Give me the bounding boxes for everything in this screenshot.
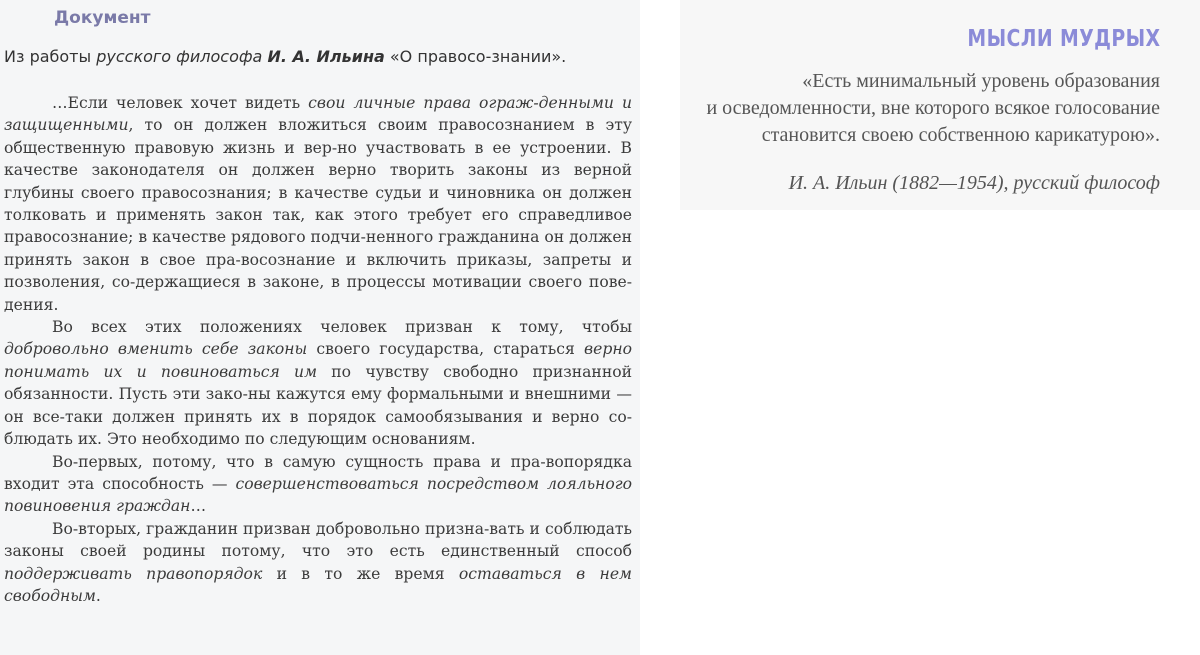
emphasis-run: поддерживать правопорядок <box>4 564 263 583</box>
text-run: … <box>190 497 207 516</box>
text-run: своего государства, стараться <box>307 340 585 359</box>
document-intro <box>4 45 634 68</box>
document-paragraph <box>4 316 632 450</box>
intro-title: «О правосо-знании». <box>384 47 567 66</box>
quote-line: и осведомленности, вне которого всякое голосование <box>706 97 1160 119</box>
document-paragraph <box>4 451 632 518</box>
wise-thoughts-panel <box>680 0 1200 210</box>
text-run: Во всех этих положениях человек призван к тому, чтобы <box>52 318 632 337</box>
intro-prefix: Из работы <box>4 47 97 66</box>
intro-author: И. А. Ильина <box>267 47 385 66</box>
emphasis-run: добровольно вменить себе законы <box>4 340 308 359</box>
wise-quote <box>640 68 1160 149</box>
document-paragraph <box>4 92 632 316</box>
quote-author: И. А. Ильин (1882—1954), русский философ <box>788 172 1160 194</box>
quote-line: «Есть минимальный уровень образования <box>802 70 1160 92</box>
emphasis-run: оставаться в нем свободным <box>4 564 632 605</box>
document-label: Документ <box>54 8 151 28</box>
document-paragraph <box>4 518 632 608</box>
text-run: . <box>95 586 101 605</box>
text-run: по чувству свободно признанной обязанности. Пусть эти зако-ны кажутся ему формальными и внешними — он все-таки должен принять их в порядок самообязывания и верно со-блюдать их. Это необходимо по следующим основаниям. <box>4 362 632 449</box>
emphasis-run: совершенствоваться посредством лояльного повиновения граждан <box>4 474 632 516</box>
text-run: Во-первых, потому, что в самую сущность права и пра-вопорядка входит эта способность — <box>4 452 632 493</box>
emphasis-run: верно понимать их и повиноваться им <box>4 340 632 381</box>
intro-descriptor: русского философа <box>96 47 263 66</box>
quote-line: становится своею собственною карикатурою». <box>761 124 1160 146</box>
text-run: Во-вторых, гражданин призван добровольно призна-вать и соблюдать законы своей родины потому, что это есть единственный способ <box>4 519 632 561</box>
emphasis-run: свои личные права ограж-денными и защищенными <box>4 94 632 135</box>
wise-thoughts-heading: МЫСЛИ МУДРЫХ <box>966 26 1160 52</box>
text-run: и в то же время <box>262 564 459 583</box>
document-body <box>4 92 632 607</box>
text-run: , то он должен вложиться своим правосознанием в эту общественную правовую жизнь и вер-но участвовать в ее устроении. В качестве законодателя он должен верно творить законы из верной глубины своего правосознания; в качестве судьи и чиновника он должен толковать и применять закон так, как этого требует его справедливое правосознание; в качестве рядового подчи-ненного гражданина он должен принять закон в свое пра-восознание и включить приказы, запреты и позволения, со-держащиеся в законе, в процессы мотивации своего пове-дения. <box>4 116 632 314</box>
text-run: …Если человек хочет видеть <box>52 94 309 112</box>
